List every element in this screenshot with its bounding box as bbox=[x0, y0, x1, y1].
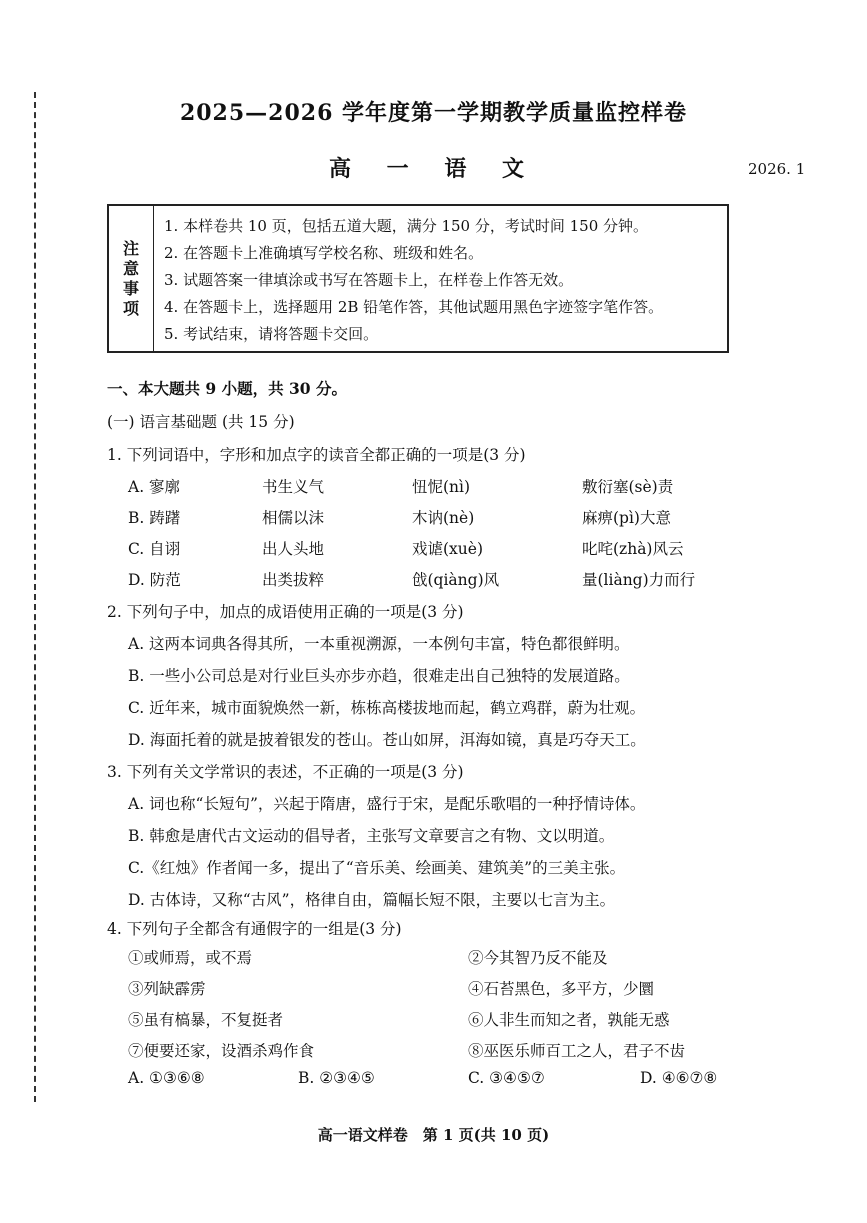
q4-item: ③列缺霹雳 bbox=[128, 980, 206, 998]
exam-title: 2025—2026 学年度第一学期教学质量监控样卷 bbox=[179, 100, 688, 126]
q2-option: B. 一些小公司总是对行业巨头亦步亦趋，很难走出自己独特的发展道路。 bbox=[128, 667, 630, 685]
question-stem: 2. 下列句子中，加点的成语使用正确的一项是(3 分) bbox=[107, 603, 464, 621]
q1-word: 敷衍塞(sè)责 bbox=[582, 478, 674, 496]
q4-item: ④石苔黑色，多平方，少圜 bbox=[468, 980, 655, 998]
notice-label-char: 项 bbox=[122, 298, 139, 318]
notice-item: 1. 本样卷共 10 页，包括五道大题，满分 150 分，考试时间 150 分钟。 bbox=[164, 217, 649, 235]
question-stem: 1. 下列词语中，字形和加点字的读音全都正确的一项是(3 分) bbox=[107, 446, 526, 464]
section-heading: 一、本大题共 9 小题，共 30 分。 bbox=[107, 379, 347, 398]
q1-word: 书生义气 bbox=[262, 478, 325, 496]
q1-word: 出类拔粹 bbox=[262, 571, 325, 589]
q1-option-label: D. 防范 bbox=[128, 571, 181, 589]
notice-item: 2. 在答题卡上准确填写学校名称、班级和姓名。 bbox=[164, 244, 484, 262]
q2-option: C. 近年来，城市面貌焕然一新，栋栋高楼拔地而起，鹤立鸡群，蔚为壮观。 bbox=[128, 699, 646, 717]
q4-answer-option: A. ①③⑥⑧ bbox=[128, 1069, 205, 1087]
q4-item: ⑦便要还家，设酒杀鸡作食 bbox=[128, 1042, 315, 1060]
q3-option: D. 古体诗，又称“古风”，格律自由，篇幅长短不限，主要以七言为主。 bbox=[128, 891, 616, 909]
q1-word: 量(liàng)力而行 bbox=[582, 571, 696, 589]
q3-option: A. 词也称“长短句”，兴起于隋唐，盛行于宋，是配乐歌唱的一种抒情诗体。 bbox=[128, 795, 646, 813]
notice-label bbox=[109, 206, 154, 351]
q3-option: B. 韩愈是唐代古文运动的倡导者，主张写文章要言之有物、文以明道。 bbox=[128, 827, 615, 845]
question-stem: 4. 下列句子全都含有通假字的一组是(3 分) bbox=[107, 920, 402, 938]
q1-word: 木讷(nè) bbox=[412, 509, 475, 527]
q1-option-label: B. 踌躇 bbox=[128, 509, 181, 527]
subsection-heading: (一) 语言基础题 (共 15 分) bbox=[107, 413, 295, 431]
notice-item: 3. 试题答案一律填涂或书写在答题卡上，在样卷上作答无效。 bbox=[164, 271, 574, 289]
exam-date: 2026. 1 bbox=[748, 160, 806, 178]
notice-label-char: 事 bbox=[122, 278, 139, 298]
q1-word: 叱咤(zhà)风云 bbox=[582, 540, 684, 558]
q4-item: ⑥人非生而知之者，孰能无惑 bbox=[468, 1011, 670, 1029]
q4-answer-option: B. ②③④⑤ bbox=[298, 1069, 375, 1087]
subject-title: 高 一 语 文 bbox=[329, 156, 538, 182]
notice-items bbox=[154, 206, 727, 351]
q4-item: ⑤虽有槁暴，不复挺者 bbox=[128, 1011, 284, 1029]
q1-word: 戏谑(xuè) bbox=[412, 540, 483, 558]
q1-word: 麻痹(pì)大意 bbox=[582, 509, 671, 527]
q1-word: 忸怩(nì) bbox=[412, 478, 471, 496]
q4-item: ⑧巫医乐师百工之人，君子不齿 bbox=[468, 1042, 686, 1060]
question-stem: 3. 下列有关文学常识的表述，不正确的一项是(3 分) bbox=[107, 763, 464, 781]
q1-option-label: C. 自诩 bbox=[128, 540, 181, 558]
q4-answer-option: C. ③④⑤⑦ bbox=[468, 1069, 545, 1087]
notice-box bbox=[107, 204, 729, 353]
q3-option: C.《红烛》作者闻一多，提出了“音乐美、绘画美、建筑美”的三美主张。 bbox=[128, 859, 626, 877]
notice-item: 5. 考试结束，请将答题卡交回。 bbox=[164, 325, 379, 343]
q1-word: 戗(qiàng)风 bbox=[412, 571, 500, 589]
q4-item: ②今其智乃反不能及 bbox=[468, 949, 608, 967]
q1-option-label: A. 寥廓 bbox=[128, 478, 181, 496]
notice-item: 4. 在答题卡上，选择题用 2B 铅笔作答，其他试题用黑色字迹签字笔作答。 bbox=[164, 298, 664, 316]
notice-label-char: 注 bbox=[122, 238, 139, 258]
q1-word: 出人头地 bbox=[262, 540, 325, 558]
q4-item: ①或师焉，或不焉 bbox=[128, 949, 253, 967]
q4-answer-option: D. ④⑥⑦⑧ bbox=[640, 1069, 718, 1087]
notice-label-char: 意 bbox=[122, 258, 139, 278]
binding-dashed-line bbox=[34, 92, 36, 1102]
q2-option: D. 海面托着的就是披着银发的苍山。苍山如屏，洱海如镜，真是巧夺天工。 bbox=[128, 731, 646, 749]
q1-word: 相儒以沫 bbox=[262, 509, 325, 527]
q2-option: A. 这两本词典各得其所，一本重视溯源，一本例句丰富，特色都很鲜明。 bbox=[128, 635, 630, 653]
page-footer: 高一语文样卷 第 1 页(共 10 页) bbox=[317, 1126, 550, 1144]
